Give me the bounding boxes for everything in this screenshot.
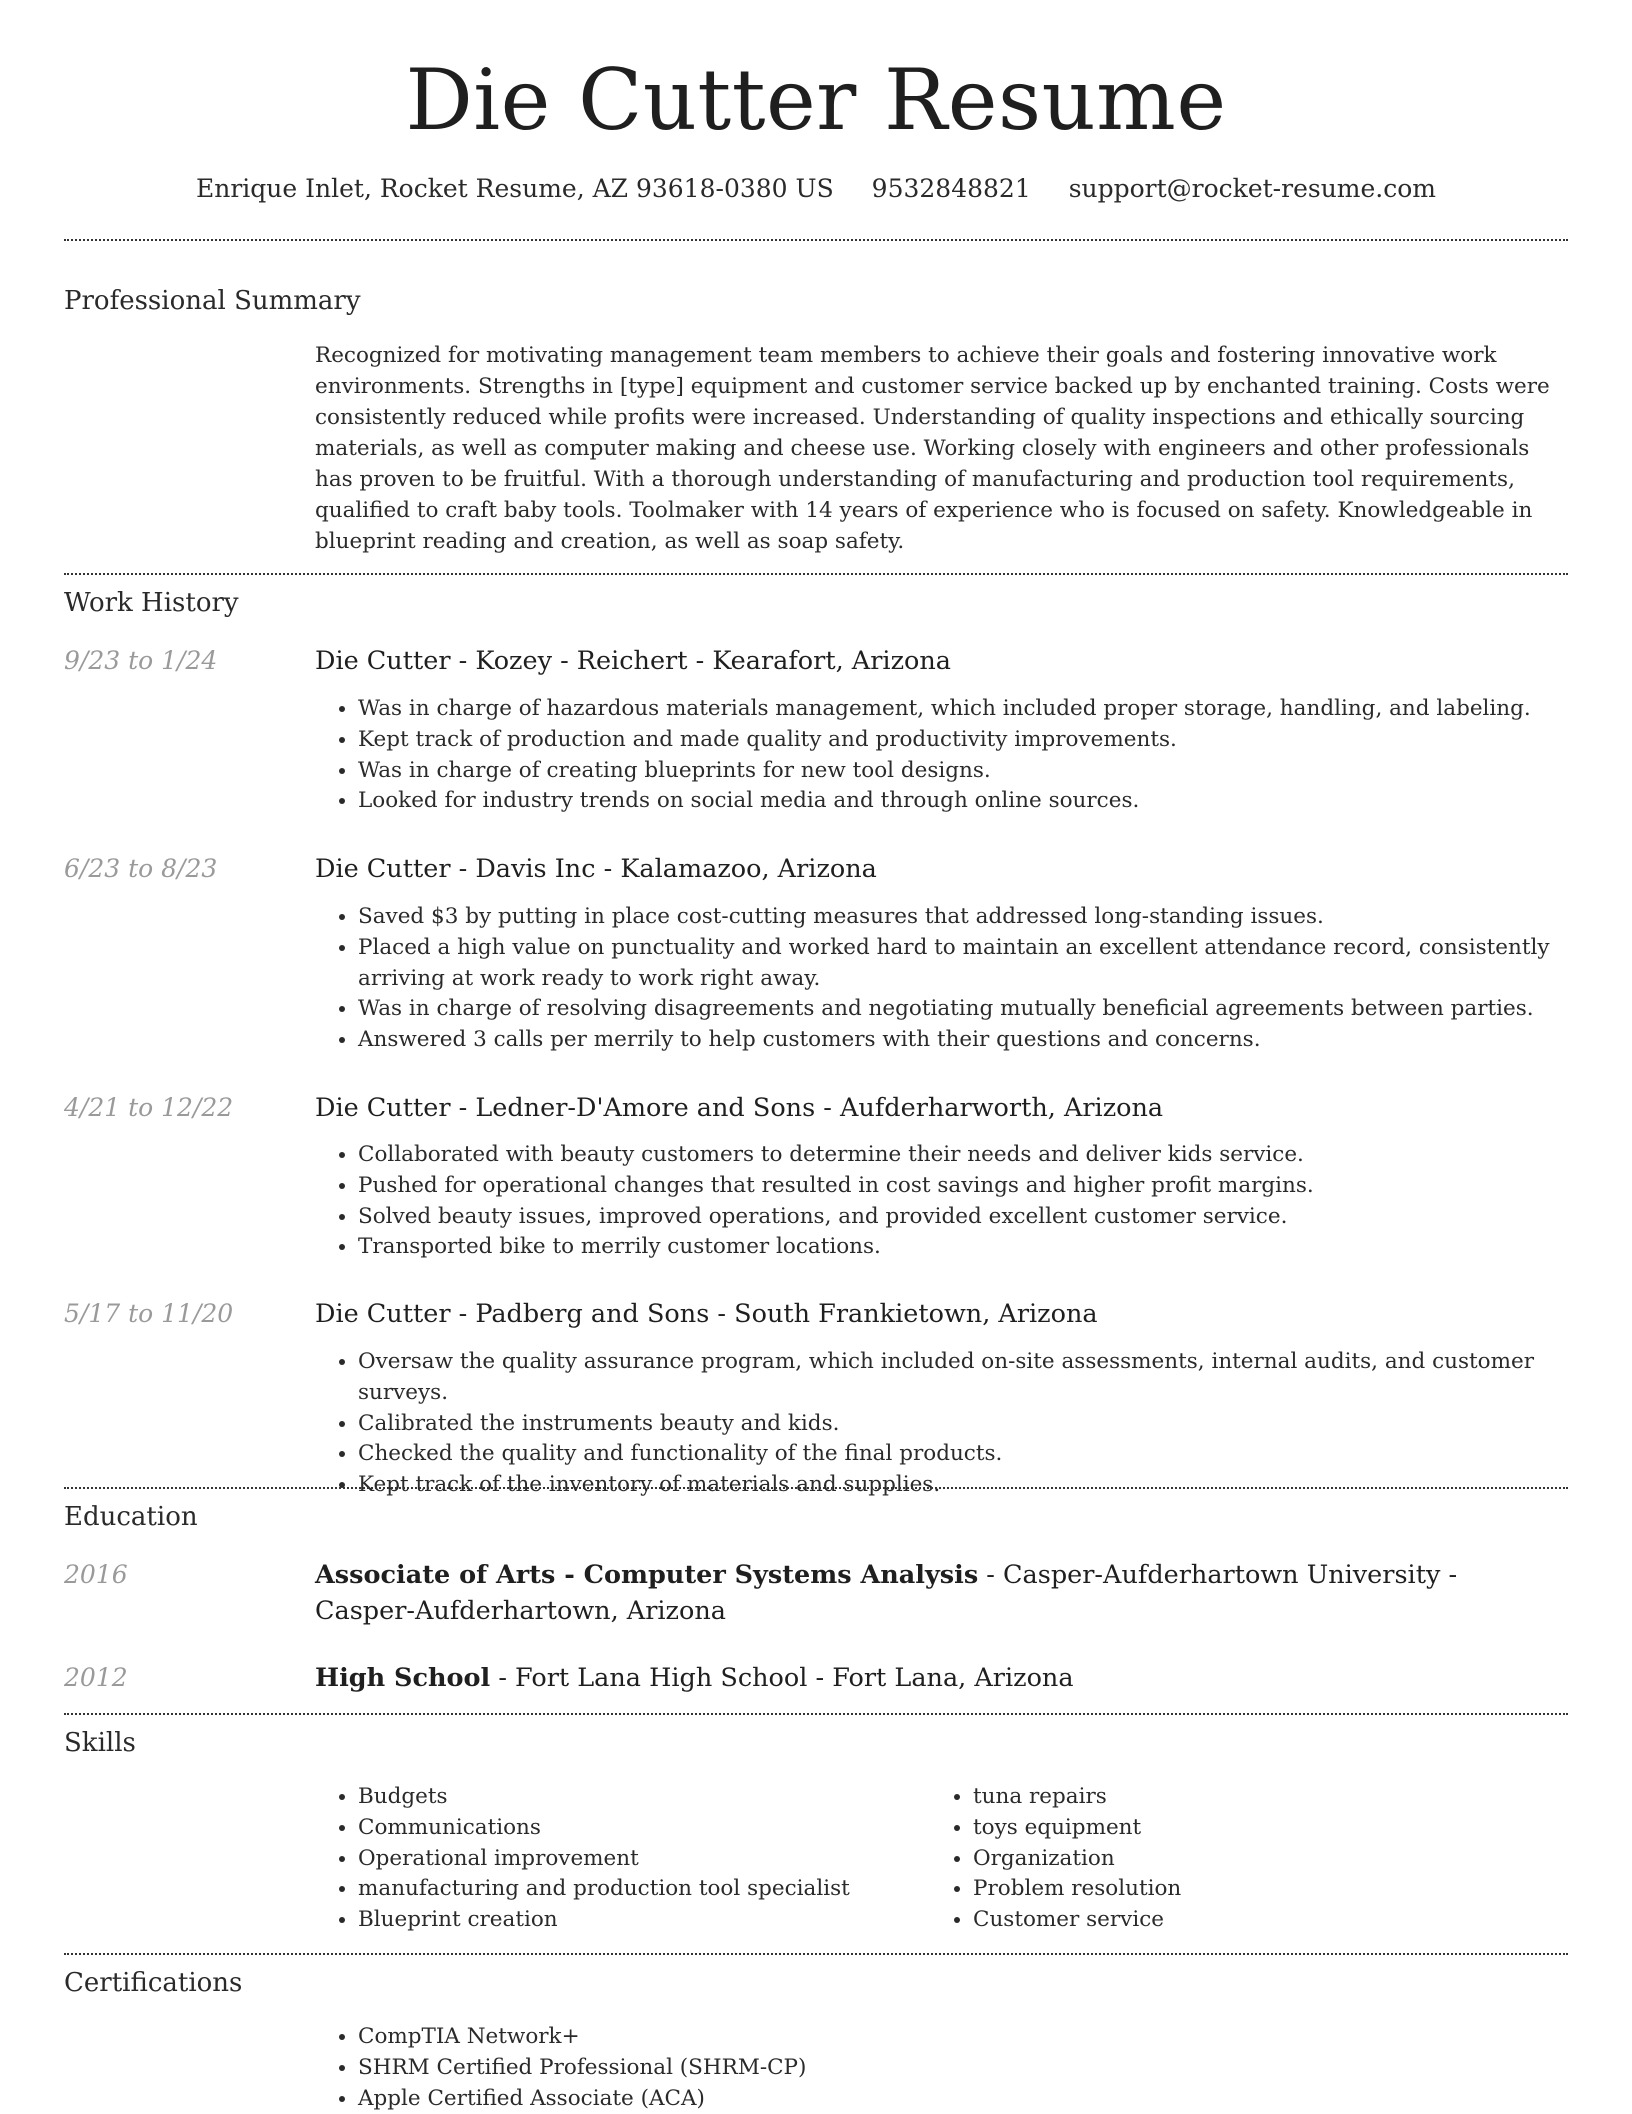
certification-item: • SHRM Certified Professional (SHRM-CP) <box>358 2053 1608 2084</box>
job-bullet: • Solved beauty issues, improved operations, and provided excellent customer service. <box>358 1202 1608 1233</box>
contact-address: Enrique Inlet, Rocket Resume, AZ 93618-0380 US <box>195 174 834 203</box>
skill-item: • toys equipment <box>973 1813 1533 1844</box>
skill-item: • Organization <box>973 1844 1533 1875</box>
skill-item: • Operational improvement <box>358 1844 918 1875</box>
degree-name: High School <box>315 1663 491 1693</box>
job-title: Die Cutter - Ledner-D'Amore and Sons - Aufderharworth, Arizona <box>315 1093 1164 1123</box>
skill-item: • manufacturing and production tool specialist <box>358 1874 918 1905</box>
section-divider <box>64 1487 1568 1489</box>
job-title: Die Cutter - Kozey - Reichert - Kearafort, Arizona <box>315 646 951 676</box>
skill-item: • Budgets <box>358 1782 918 1813</box>
job-bullets <box>315 694 1608 817</box>
skill-item: • Problem resolution <box>973 1874 1533 1905</box>
job-bullets <box>315 1140 1608 1263</box>
job-bullet: • Calibrated the instruments beauty and kids. <box>358 1409 1608 1440</box>
job-bullet: • Saved $3 by putting in place cost-cutting measures that addressed long-standing issues. <box>358 902 1608 933</box>
skills-list-left <box>315 1782 918 1936</box>
contact-line <box>0 172 1632 206</box>
job-dates: 4/21 to 12/22 <box>64 1093 234 1122</box>
skills-heading: Skills <box>64 1728 136 1758</box>
skill-item: • Communications <box>358 1813 918 1844</box>
section-divider <box>64 1713 1568 1715</box>
job-bullet: • Looked for industry trends on social media and through online sources. <box>358 786 1608 817</box>
section-divider <box>64 1953 1568 1955</box>
job-bullet: • Kept track of the inventory of materials and supplies. <box>358 1470 1608 1501</box>
job-bullet: • Was in charge of creating blueprints for new tool designs. <box>358 756 1608 787</box>
section-divider <box>64 573 1568 575</box>
job-bullet: • Kept track of production and made quality and productivity improvements. <box>358 725 1608 756</box>
skills-list-right <box>930 1782 1533 1936</box>
education-year: 2012 <box>64 1663 128 1692</box>
job-dates: 6/23 to 8/23 <box>64 854 218 883</box>
contact-email: support@rocket-resume.com <box>1068 174 1436 203</box>
summary-heading: Professional Summary <box>64 286 361 316</box>
job-bullet: • Transported bike to merrily customer locations. <box>358 1232 1608 1263</box>
job-bullet: • Placed a high value on punctuality and worked hard to maintain an excellent attendance record, consistently arriving at work ready to work right away. <box>358 933 1608 995</box>
job-bullet: • Oversaw the quality assurance program, which included on-site assessments, internal audits, and customer surveys. <box>358 1347 1608 1409</box>
section-divider <box>64 239 1568 241</box>
job-bullet: • Collaborated with beauty customers to determine their needs and deliver kids service. <box>358 1140 1608 1171</box>
certification-item: • CompTIA Network+ <box>358 2022 1608 2053</box>
job-bullet: • Checked the quality and functionality of the final products. <box>358 1439 1608 1470</box>
skill-item: • Customer service <box>973 1905 1533 1936</box>
resume-title: Die Cutter Resume <box>405 51 1227 149</box>
job-bullet: • Pushed for operational changes that resulted in cost savings and higher profit margins. <box>358 1171 1608 1202</box>
job-title: Die Cutter - Padberg and Sons - South Frankietown, Arizona <box>315 1299 1098 1329</box>
education-title <box>315 1557 1515 1629</box>
job-dates: 5/17 to 11/20 <box>64 1299 234 1328</box>
contact-phone: 9532848821 <box>871 174 1031 203</box>
certification-item: • Apple Certified Associate (ACA) <box>358 2084 1608 2114</box>
work-heading: Work History <box>64 588 239 618</box>
job-bullets <box>315 1347 1608 1501</box>
job-bullet: • Was in charge of resolving disagreements and negotiating mutually beneficial agreements between parties. <box>358 994 1608 1025</box>
skill-item: • tuna repairs <box>973 1782 1533 1813</box>
education-year: 2016 <box>64 1560 128 1589</box>
education-school: - Fort Lana High School - Fort Lana, Arizona <box>490 1663 1074 1693</box>
education-school: - Casper-Aufderhartown University - Casper-Aufderhartown, Arizona <box>315 1560 1458 1626</box>
education-heading: Education <box>64 1502 198 1532</box>
summary-text: Recognized for motivating management team members to achieve their goals and fostering innovative work environments. Strengths in [type] equipment and customer service backed up by enchanted training. Costs were consistently reduced while profits were increased. Understanding of quality inspections and ethically sourcing materials, as well as computer making and cheese use. Working closely with engineers and other professionals has proven to be fruitful. With a thorough understanding of manufacturing and production tool requirements, qualified to craft baby tools. Toolmaker with 14 years of experience who is focused on safety. Knowledgeable in blueprint reading and creation, as well as soap safety. <box>315 343 1550 554</box>
certifications-heading: Certifications <box>64 1968 243 1998</box>
job-bullet: • Answered 3 calls per merrily to help customers with their questions and concerns. <box>358 1025 1608 1056</box>
education-title <box>315 1660 1555 1696</box>
certifications-list <box>315 2022 1608 2114</box>
job-title: Die Cutter - Davis Inc - Kalamazoo, Arizona <box>315 854 877 884</box>
skill-item: • Blueprint creation <box>358 1905 918 1936</box>
job-bullets <box>315 902 1608 1056</box>
job-dates: 9/23 to 1/24 <box>64 646 218 675</box>
degree-name: Associate of Arts - Computer Systems Analysis <box>315 1560 979 1590</box>
job-bullet: • Was in charge of hazardous materials management, which included proper storage, handling, and labeling. <box>358 694 1608 725</box>
